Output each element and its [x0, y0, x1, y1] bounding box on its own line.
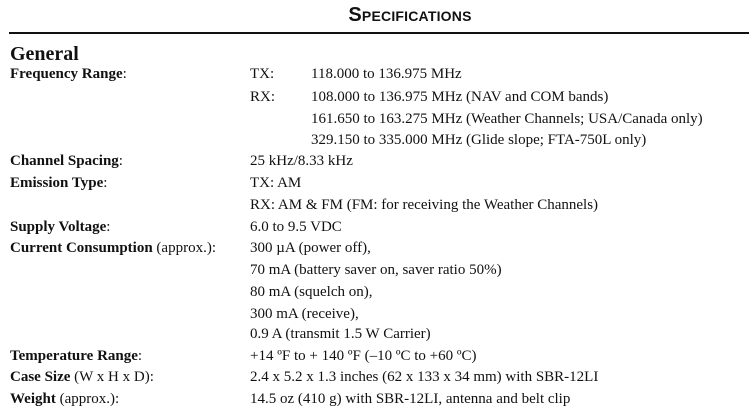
- tx-tag: TX:: [250, 66, 275, 82]
- spec-value: RX: AM & FM (FM: for receiving the Weather Channels): [250, 197, 599, 213]
- section-heading: General: [10, 43, 79, 65]
- spec-value: 2.4 x 5.2 x 1.3 inches (62 x 133 x 34 mm) with SBR-12LI: [250, 369, 599, 385]
- spec-value: 118.000 to 136.975 MHz: [311, 66, 462, 82]
- page-title: Specifications: [348, 4, 472, 26]
- spec-value: +14 ºF to + 140 ºF (–10 ºC to +60 ºC): [250, 348, 477, 364]
- spec-label: Current Consumption (approx.):: [10, 240, 216, 256]
- spec-label: Supply Voltage:: [10, 219, 111, 235]
- spec-label: Temperature Range:: [10, 348, 143, 364]
- spec-value: TX: AM: [250, 175, 302, 191]
- spec-label: Emission Type:: [10, 175, 108, 191]
- spec-value: 329.150 to 335.000 MHz (Glide slope; FTA-750L only): [311, 132, 647, 148]
- spec-value: 6.0 to 9.5 VDC: [250, 219, 342, 235]
- spec-value: 300 mA (receive),: [250, 306, 359, 322]
- title-divider: [9, 32, 749, 34]
- spec-value: 161.650 to 163.275 MHz (Weather Channels; USA/Canada only): [311, 111, 703, 127]
- spec-value: 108.000 to 136.975 MHz (NAV and COM bands): [311, 89, 609, 105]
- spec-value: 14.5 oz (410 g) with SBR-12LI, antenna and belt clip: [250, 391, 571, 407]
- spec-value: 0.9 A (transmit 1.5 W Carrier): [250, 326, 431, 342]
- rx-tag: RX:: [250, 89, 276, 105]
- spec-value: 80 mA (squelch on),: [250, 284, 373, 300]
- spec-value: 25 kHz/8.33 kHz: [250, 153, 353, 169]
- spec-label: Case Size (W x H x D):: [10, 369, 154, 385]
- spec-value: 70 mA (battery saver on, saver ratio 50%): [250, 262, 502, 278]
- spec-value: 300 µA (power off),: [250, 240, 371, 256]
- spec-label: Channel Spacing:: [10, 153, 123, 169]
- spec-label: Weight (approx.):: [10, 391, 120, 407]
- spec-label: Frequency Range:: [10, 66, 127, 82]
